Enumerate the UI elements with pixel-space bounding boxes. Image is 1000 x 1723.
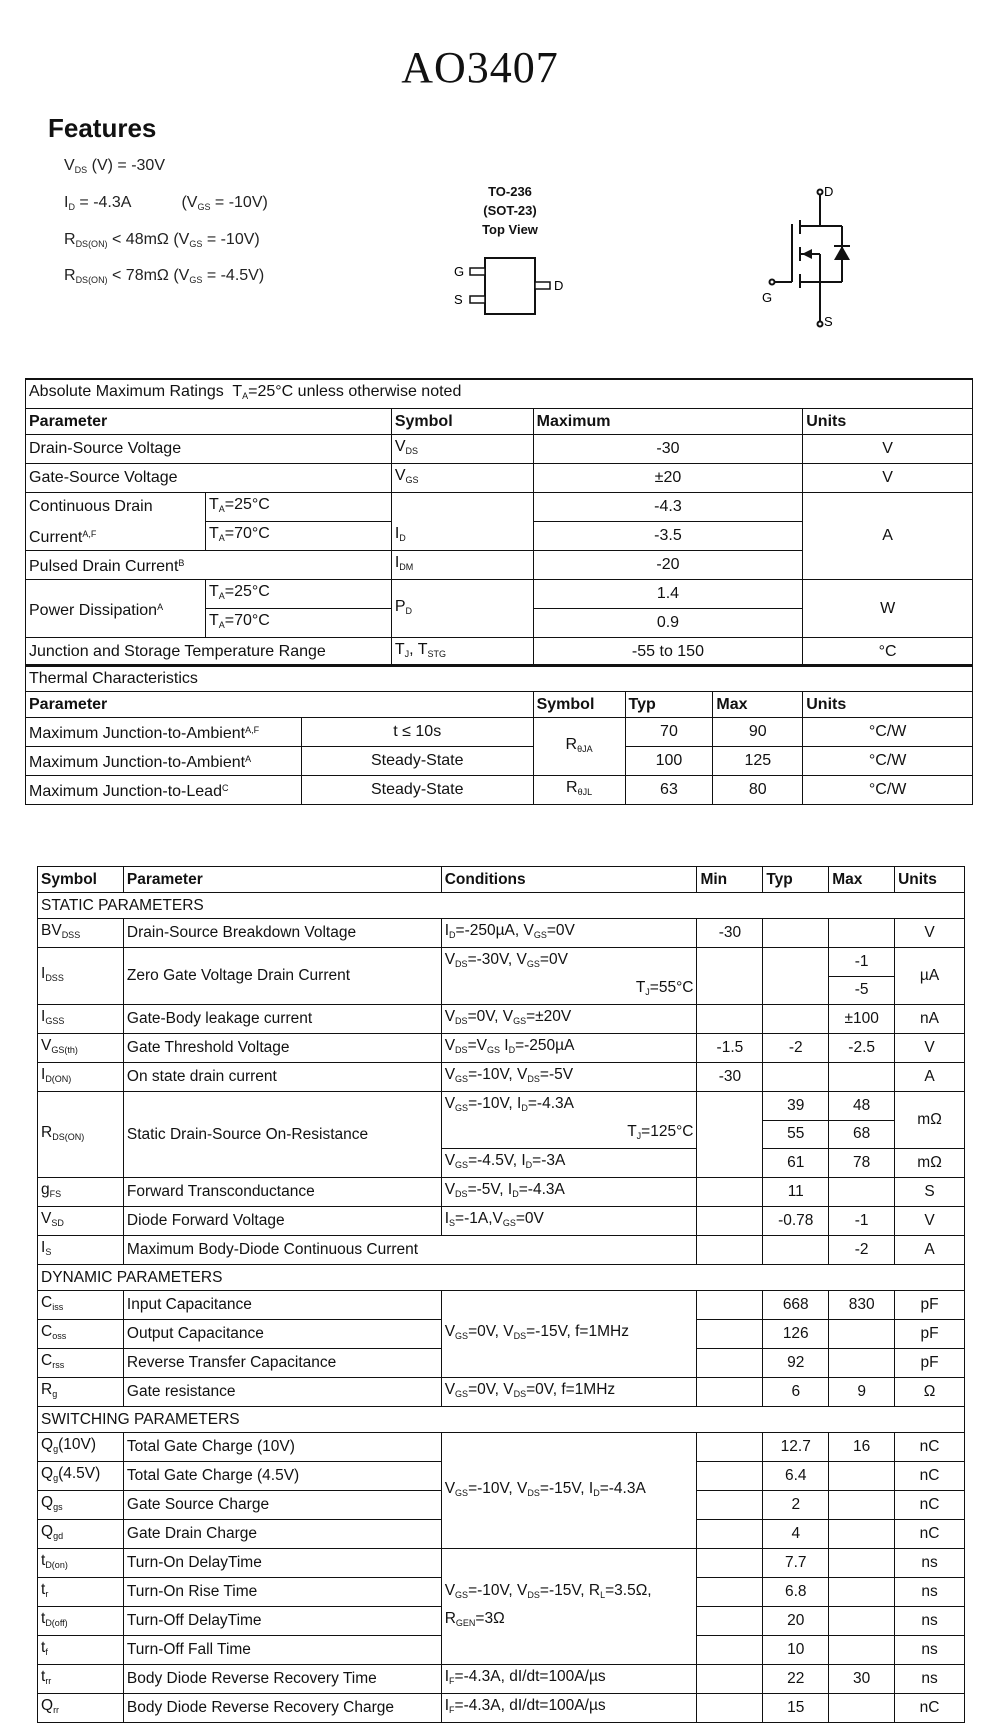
thermal-col-units: Units <box>803 692 973 718</box>
absolute-max-ratings-table <box>25 378 973 667</box>
abs-col-parameter: Parameter <box>26 409 392 435</box>
thermal-col-symbol: Symbol <box>533 692 625 718</box>
abs-col-symbol: Symbol <box>391 409 533 435</box>
table-row: Maximum Junction-to-Lead$^C$ Steady-State $R_{\theta JL}$ 63 80 °C/W <box>26 776 973 805</box>
table-row: $t_f$ Turn-Off Fall Time 10 ns <box>38 1636 965 1665</box>
table-row: $Q_{gs}$ Gate Source Charge 2 nC <box>38 1491 965 1520</box>
table-row: $R_g$ Gate resistance $V_{GS}=0V$, $V_{DS}=0V$, f=1MHz 6 9 Ω <box>38 1378 965 1407</box>
section-switching: SWITCHING PARAMETERS <box>38 1407 965 1433</box>
thermal-col-parameter: Parameter <box>26 692 534 718</box>
feature-id: $I_D = -4.3A$ $(V_{GS} = -10V)$ <box>64 194 268 212</box>
table-row: $I_{D(ON)}$ On state drain current $V_{GS}=-10V$, $V_{DS}=-5V$ -30 A <box>38 1063 965 1092</box>
abs-col-maximum: Maximum <box>533 409 803 435</box>
elec-col-max: Max <box>829 867 895 893</box>
abs-max-caption: Absolute Maximum Ratings $T_A=25^\circ C$ unless otherwise noted <box>26 379 973 409</box>
thermal-col-max: Max <box>713 692 803 718</box>
feature-rds2: $R_{DS(ON)} < 78m\Omega$ $(V_{GS} = -4.5V)$ <box>64 267 265 285</box>
table-row: $T_A=70^\circ C$ 0.9 <box>26 609 973 638</box>
table-row: $t_r$ Turn-On Rise Time 6.8 ns <box>38 1578 965 1607</box>
table-row: Maximum Junction-to-Ambient$^A$ Steady-State 100 125 °C/W <box>26 747 973 776</box>
section-dynamic: DYNAMIC PARAMETERS <box>38 1265 965 1291</box>
elec-col-symbol: Symbol <box>38 867 124 893</box>
features-heading: Features <box>48 113 157 143</box>
table-row: $Q_{gd}$ Gate Drain Charge 4 nC <box>38 1520 965 1549</box>
thermal-col-typ: Typ <box>625 692 713 718</box>
table-row: $V_{GS}=-4.5V$, $I_D=-3A$ 61 78 mΩ <box>38 1149 965 1178</box>
elec-col-typ: Typ <box>763 867 829 893</box>
abs-col-units: Units <box>803 409 973 435</box>
table-row: Drain-Source Voltage $V_{DS}$ -30 V <box>26 435 973 464</box>
pmos-symbol-diagram <box>760 184 880 334</box>
thermal-caption: Thermal Characteristics <box>26 665 973 692</box>
table-row: $V_{SD}$ Diode Forward Voltage $I_S=-1A,V_{GS}=0V$ -0.78 -1 V <box>38 1207 965 1236</box>
table-row: Pulsed Drain Current$^B$ $I_{DM}$ -20 <box>26 551 973 580</box>
feature-vds: $V_{DS}$ (V) = -30V <box>64 157 165 175</box>
section-static: STATIC PARAMETERS <box>38 893 965 919</box>
table-row: Power Dissipation$^A$ $T_A=25^\circ C$ $P_D$ 1.4 W <box>26 580 973 609</box>
elec-col-min: Min <box>697 867 763 893</box>
table-row: $I_{DSS}$ Zero Gate Voltage Drain Current $V_{DS}=-30V$, $V_{GS}=0V$ -1 µA <box>38 948 965 977</box>
table-row: $T_J=55^\circ C$ -5 <box>38 976 965 1005</box>
thermal-characteristics-table <box>25 664 973 805</box>
gate-label: G <box>762 290 773 305</box>
elec-col-units: Units <box>895 867 965 893</box>
table-row: $C_{rss}$ Reverse Transfer Capacitance 92 pF <box>38 1349 965 1378</box>
pin-s-label: S <box>454 292 463 307</box>
table-row: $T_J=125^\circ C$ 55 68 <box>38 1120 965 1149</box>
drain-label: D <box>824 184 834 199</box>
table-row: Maximum Junction-to-Ambient$^{A,F}$ t ≤ 10s $R_{\theta JA}$ 70 90 °C/W <box>26 718 973 747</box>
table-row: $V_{GS(th)}$ Gate Threshold Voltage $V_{DS}=V_{GS}$ $I_D=-250\mu A$ -1.5 -2 -2.5 V <box>38 1034 965 1063</box>
elec-col-parameter: Parameter <box>123 867 441 893</box>
table-row: $Q_g(10V)$ Total Gate Charge (10V) $V_{GS}=-10V$, $V_{DS}=-15V$, $I_D=-4.3A$ 12.7 16 nC <box>38 1433 965 1462</box>
pin-d-label: D <box>554 278 564 293</box>
elec-col-conditions: Conditions <box>441 867 697 893</box>
source-label: S <box>824 314 833 329</box>
table-row: $g_{FS}$ Forward Transconductance $V_{DS}=-5V$, $I_D=-4.3A$ 11 S <box>38 1178 965 1207</box>
table-row: $Q_{rr}$ Body Diode Reverse Recovery Charge $I_F=-4.3A$, dI/dt=100A/µs 15 nC <box>38 1694 965 1723</box>
table-row: Gate-Source Voltage $V_{GS}$ ±20 V <box>26 464 973 493</box>
table-row: Junction and Storage Temperature Range $T_J$, $T_{STG}$ -55 to 150 °C <box>26 638 973 667</box>
table-row: $Q_g(4.5V)$ Total Gate Charge (4.5V) 6.4 nC <box>38 1462 965 1491</box>
table-row: $t_{rr}$ Body Diode Reverse Recovery Time $I_F=-4.3A$, dI/dt=100A/µs 22 30 ns <box>38 1665 965 1694</box>
page-title: AO3407 <box>401 43 559 92</box>
table-row: Continuous Drain $T_A=25^\circ C$ $I_D$ -4.3 A <box>26 493 973 522</box>
table-row: $I_{GSS}$ Gate-Body leakage current $V_{DS}=0V$, $V_{GS}=\pm 20V$ ±100 nA <box>38 1005 965 1034</box>
table-row: $t_{D(on)}$ Turn-On DelayTime $V_{GS}=-10V$, $V_{DS}=-15V$, $R_L=3.5\Omega$, $R_{GEN}=3\Omega$ 7.7 ns <box>38 1549 965 1578</box>
table-row: $C_{oss}$ Output Capacitance 126 pF <box>38 1320 965 1349</box>
table-row: $BV_{DSS}$ Drain-Source Breakdown Voltage $I_D=-250\mu A$, $V_{GS}=0V$ -30 V <box>38 919 965 948</box>
sot23-package-diagram <box>440 248 590 328</box>
feature-rds1: $R_{DS(ON)} < 48m\Omega$ $(V_{GS} = -10V)$ <box>64 231 260 249</box>
table-row: Current$^{A,F}$ $T_A=70^\circ C$ -3.5 <box>26 522 973 551</box>
package-label: TO-236 (SOT-23) Top View <box>482 184 538 237</box>
electrical-characteristics-table <box>37 866 965 1723</box>
table-row: $I_S$ Maximum Body-Diode Continuous Current -2 A <box>38 1236 965 1265</box>
table-row: $C_{iss}$ Input Capacitance $V_{GS}=0V$, $V_{DS}=-15V$, f=1MHz 668 830 pF <box>38 1291 965 1320</box>
table-row: $R_{DS(ON)}$ Static Drain-Source On-Resistance $V_{GS}=-10V$, $I_D=-4.3A$ 39 48 mΩ <box>38 1092 965 1121</box>
table-row: $t_{D(off)}$ Turn-Off DelayTime 20 ns <box>38 1607 965 1636</box>
pin-g-label: G <box>454 264 465 279</box>
